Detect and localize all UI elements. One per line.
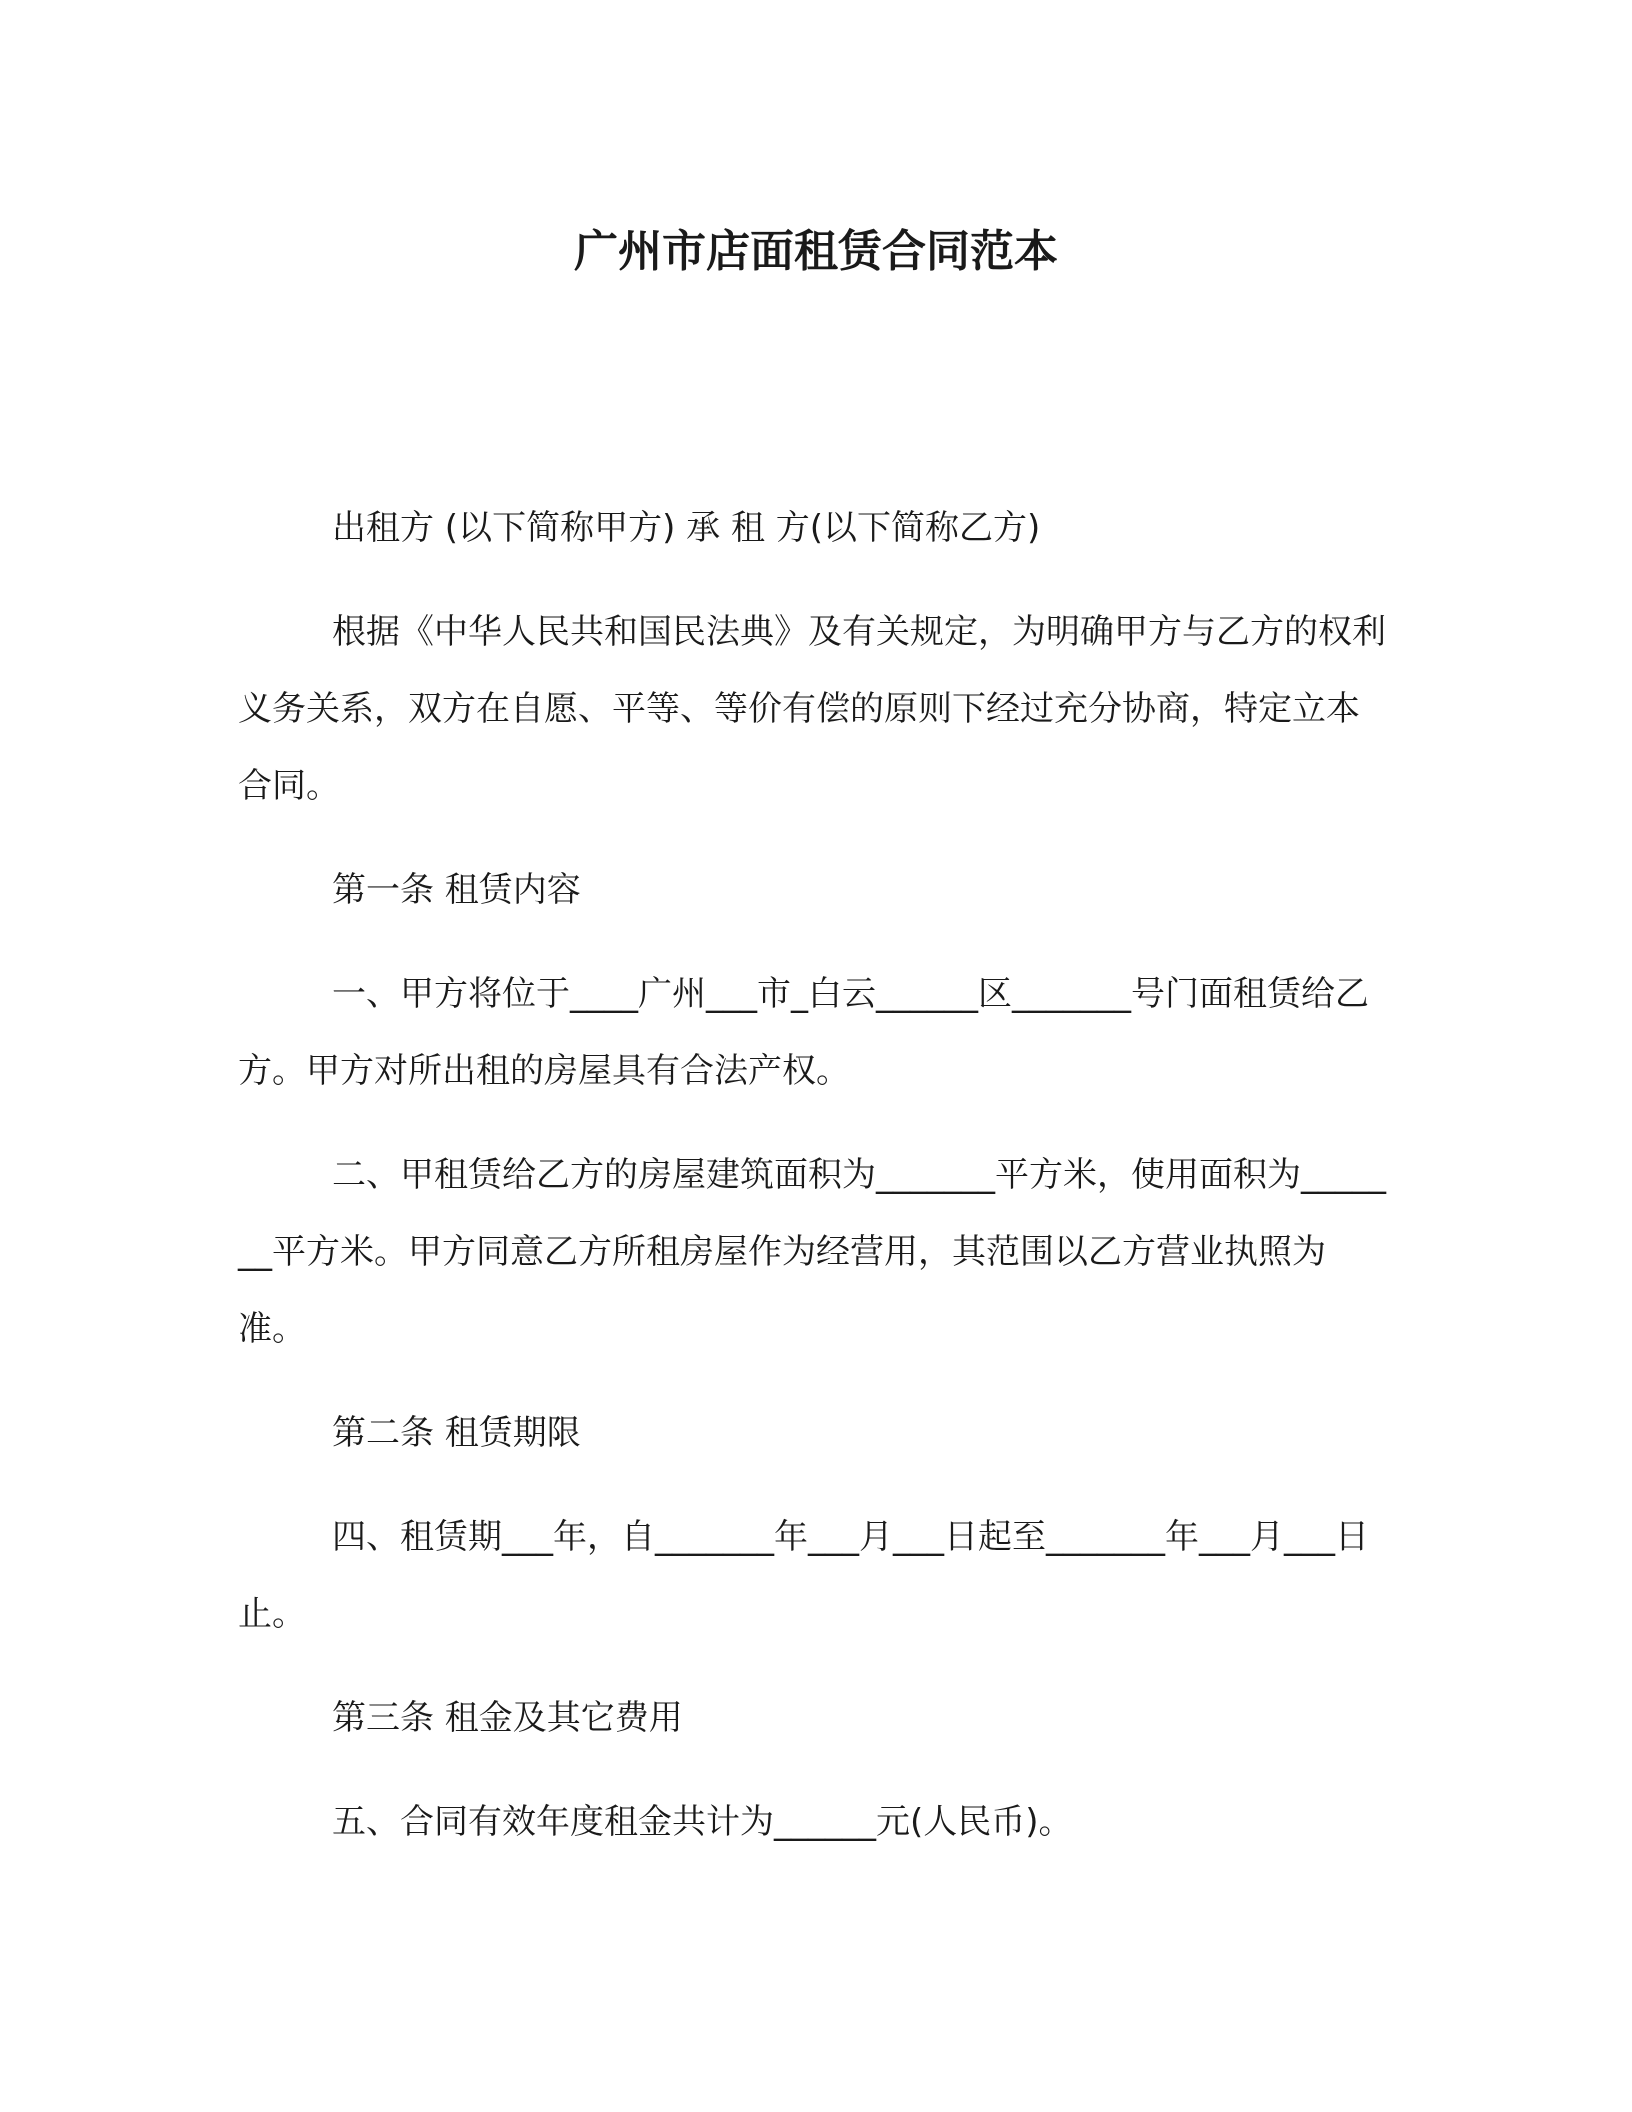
document-title: 广州市店面租赁合同范本 <box>574 226 1058 277</box>
clause-5-paragraph: 五、合同有效年度租金共计为______元(人民币)。 <box>332 1802 1073 1842</box>
document-body <box>238 490 1388 1888</box>
preamble-paragraph: 根据《中华人民共和国民法典》及有关规定，为明确甲方与乙方的权利义务关系，双方在自愿、平等、等价有偿的原则下经过充分协商，特定立本合同。 <box>238 612 1386 806</box>
clause-4-paragraph: 四、租赁期___年，自_______年___月___日起至_______年___月___日止。 <box>238 1517 1369 1634</box>
article-3-heading: 第三条 租金及其它费用 <box>332 1698 683 1738</box>
article-2-heading: 第二条 租赁期限 <box>332 1413 581 1453</box>
clause-1-paragraph: 一、甲方将位于____广州___市_白云______区_______号门面租赁给乙方。甲方对所出租的房屋具有合法产权。 <box>238 974 1369 1091</box>
parties-paragraph: 出租方 (以下简称甲方) 承 租 方(以下简称乙方) <box>332 508 1041 548</box>
clause-2-paragraph: 二、甲租赁给乙方的房屋建筑面积为_______平方米，使用面积为_______平方米。甲方同意乙方所租房屋作为经营用，其范围以乙方营业执照为准。 <box>238 1155 1386 1349</box>
article-1-heading: 第一条 租赁内容 <box>332 870 581 910</box>
